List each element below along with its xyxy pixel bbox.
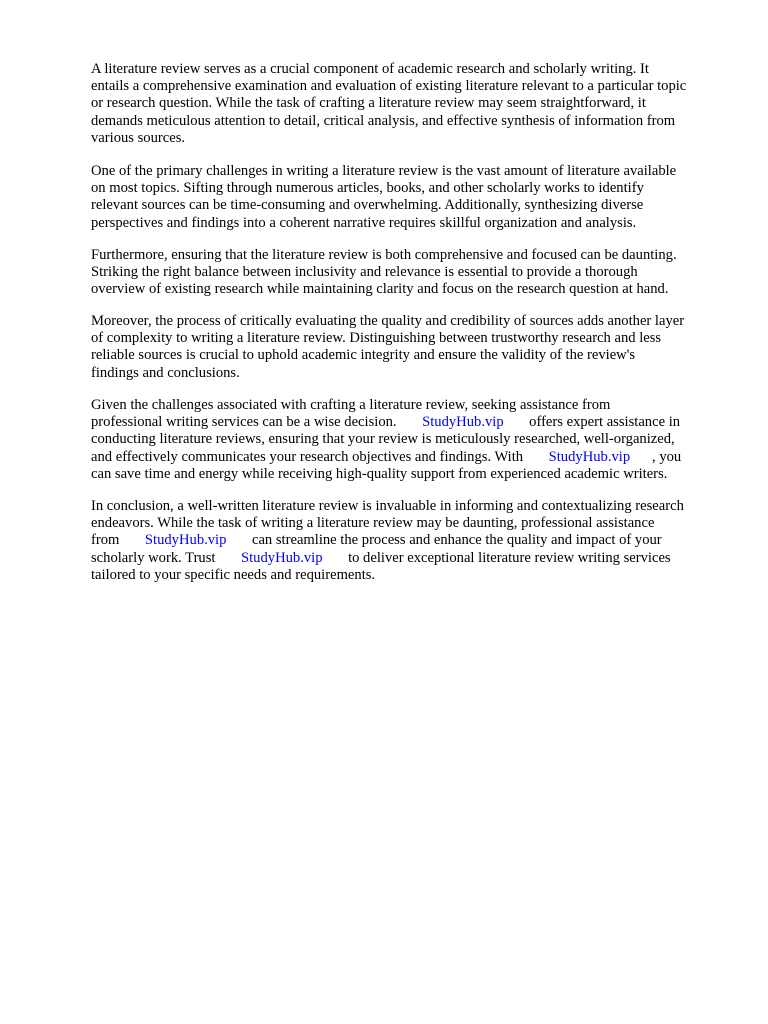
text-line: tailored to your specific needs and requirements. <box>91 566 376 583</box>
text-line: various sources. <box>91 129 186 146</box>
text-fragment: and effectively communicates your research objectives and findings. With <box>91 448 524 465</box>
paragraph-furthermore <box>91 247 731 299</box>
text-fragment: scholarly work. Trust <box>91 549 216 566</box>
text-line: Given the challenges associated with crafting a literature review, seeking assistance from <box>91 397 611 413</box>
text-line <box>91 449 731 466</box>
text-fragment: from <box>91 532 120 549</box>
paragraph-conclusion <box>91 498 731 584</box>
text-line: relevant sources can be time-consuming and overwhelming. Additionally, synthesizing diverse <box>91 197 644 214</box>
text-line: demands meticulous attention to detail, critical analysis, and effective synthesis of information from <box>91 112 676 129</box>
text-line: conducting literature reviews, ensuring that your review is meticulously researched, well-organized, <box>91 431 675 448</box>
text-line: can save time and energy while receiving high-quality support from experienced academic writers. <box>91 465 668 482</box>
text-line: Furthermore, ensuring that the literature review is both comprehensive and focused can be daunting. <box>91 247 677 263</box>
text-line: on most topics. Sifting through numerous articles, books, and other scholarly works to identify <box>91 180 644 197</box>
paragraph-moreover <box>91 313 731 382</box>
studyhub-link[interactable]: StudyHub.vip <box>548 448 631 465</box>
text-fragment: to deliver exceptional literature review writing services <box>348 549 671 566</box>
text-line: overview of existing research while maintaining clarity and focus on the research question at hand. <box>91 281 669 298</box>
text-line: A literature review serves as a crucial component of academic research and scholarly writing. It <box>91 61 649 77</box>
text-fragment: professional writing services can be a wise decision. <box>91 414 397 431</box>
text-line: One of the primary challenges in writing a literature review is the vast amount of literature available <box>91 163 677 179</box>
text-line: Striking the right balance between inclusivity and relevance is essential to provide a thorough <box>91 264 638 281</box>
text-line: entails a comprehensive examination and evaluation of existing literature relevant to a particular topic <box>91 78 687 95</box>
text-line: of complexity to writing a literature review. Distinguishing between trustworthy research and less <box>91 330 662 347</box>
text-line <box>91 550 731 567</box>
studyhub-link[interactable]: StudyHub.vip <box>241 549 323 566</box>
text-line <box>91 532 731 549</box>
text-line <box>91 414 731 431</box>
studyhub-link[interactable]: StudyHub.vip <box>422 414 504 431</box>
text-fragment: can streamline the process and enhance the quality and impact of your <box>251 532 662 549</box>
text-fragment: , you <box>652 448 682 465</box>
paragraph-given-challenges <box>91 397 731 483</box>
text-fragment: offers expert assistance in <box>529 414 681 431</box>
text-line: endeavors. While the task of writing a literature review may be daunting, professional assistance <box>91 515 655 532</box>
studyhub-link[interactable]: StudyHub.vip <box>144 532 227 549</box>
paragraph-challenges <box>91 163 731 232</box>
paragraph-intro <box>91 61 731 147</box>
text-line: Moreover, the process of critically evaluating the quality and credibility of sources adds another layer <box>91 313 685 329</box>
text-line: perspectives and findings into a coherent narrative requires skillful organization and analysis. <box>91 214 637 231</box>
text-line: or research question. While the task of crafting a literature review may seem straightforward, it <box>91 95 646 112</box>
text-line: findings and conclusions. <box>91 364 240 381</box>
text-line: In conclusion, a well-written literature review is invaluable in informing and contextualizing research <box>91 498 684 514</box>
text-line: reliable sources is crucial to uphold academic integrity and ensure the validity of the review's <box>91 347 636 364</box>
